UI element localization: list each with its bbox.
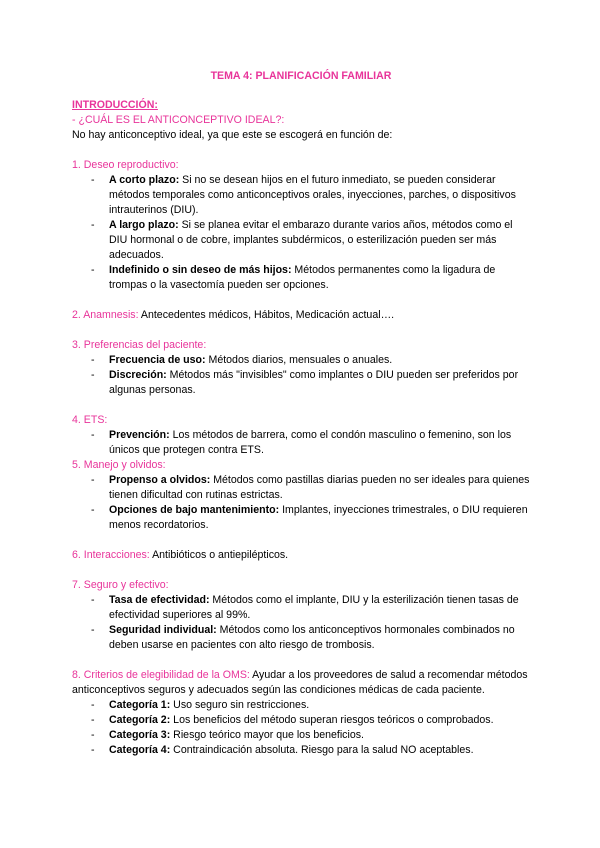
bullet-dash: - [91,219,95,231]
bullet-dash: - [91,474,95,486]
list-item [72,428,530,458]
item-text: Métodos como los anticonceptivos hormonales combinados no deben usarse en pacientes con alto riesgo de trombosis. [109,624,515,651]
section-preferencias [72,338,530,398]
bullet-dash: - [91,699,95,711]
list-item [72,593,530,623]
section-inline-text: Antibióticos o antiepilépticos. [149,549,289,561]
item-term: Prevención: [109,429,170,441]
item-term: Propenso a olvidos: [109,474,211,486]
section-interacciones [72,548,530,563]
bullet-dash: - [91,624,95,636]
item-term: Categoría 3: [109,729,171,741]
list-item [72,263,530,293]
list-item [72,473,530,503]
section-heading: 5. Manejo y olvidos: [72,459,166,471]
section-heading: 7. Seguro y efectivo: [72,579,169,591]
list-item [72,698,530,713]
section-inline-text: Ayudar a los proveedores de salud a recomendar métodos anticonceptivos seguros y adecuados según las condiciones médicas de cada paciente. [72,669,528,696]
list-item [72,743,530,758]
list-item [72,353,530,368]
list-item [72,218,530,263]
item-text: Contraindicación absoluta. Riesgo para la salud NO aceptables. [170,744,474,756]
bullet-dash: - [91,594,95,606]
list-item [72,728,530,743]
section-manejo-olvidos [72,458,530,533]
intro-question: - ¿CUÁL ES EL ANTICONCEPTIVO IDEAL?: [72,114,285,126]
bullet-dash: - [91,174,95,186]
item-term: Categoría 1: [109,699,171,711]
item-term: Tasa de efectividad: [109,594,210,606]
bullet-dash: - [91,369,95,381]
item-term: A corto plazo: [109,174,180,186]
item-text: Si no se desean hijos en el futuro inmediato, se pueden considerar métodos temporales como anticonceptivos orales, inyecciones, parches, o dispositivos intrauterinos (DIU). [109,174,516,216]
item-text: Si se planea evitar el embarazo durante varios años, métodos como el DIU hormonal o de cobre, implantes subdérmicos, o esterilización pueden ser más adecuados. [109,219,513,261]
bullet-dash: - [91,354,95,366]
section-ets [72,413,530,458]
item-term: Seguridad individual: [109,624,217,636]
item-text: Implantes, inyecciones trimestrales, o DIU requieren menos recordatorios. [109,504,528,531]
section-heading: 2. Anamnesis: [72,309,139,321]
section-heading: 1. Deseo reproductivo: [72,159,179,171]
item-term: Frecuencia de uso: [109,354,206,366]
item-text: Métodos diarios, mensuales o anuales. [205,354,393,366]
bullet-dash: - [91,729,95,741]
item-text: Métodos más "invisibles" como implantes o DIU pueden ser preferidos por algunas personas. [109,369,519,396]
item-text: Métodos permanentes como la ligadura de trompas o la vasectomía pueden ser opciones. [109,264,496,291]
bullet-dash: - [91,714,95,726]
list-item [72,173,530,218]
document-title: TEMA 4: PLANIFICACIÓN FAMILIAR [210,70,392,82]
bullet-dash: - [91,264,95,276]
section-heading: 8. Criterios de elegibilidad de la OMS: [72,669,250,681]
list-item [72,368,530,398]
item-term: Discreción: [109,369,167,381]
section-deseo-reproductivo [72,158,530,293]
list-item [72,623,530,653]
item-term: Opciones de bajo mantenimiento: [109,504,280,516]
item-term: A largo plazo: [109,219,179,231]
bullet-dash: - [91,744,95,756]
section-heading: 3. Preferencias del paciente: [72,339,207,351]
section-anamnesis [72,308,530,323]
intro-text: No hay anticonceptivo ideal, ya que este se escogerá en función de: [72,129,393,141]
section-criterios-oms [72,668,530,758]
item-term: Indefinido o sin deseo de más hijos: [109,264,292,276]
item-term: Categoría 4: [109,744,171,756]
section-heading: 4. ETS: [72,414,108,426]
item-text: Métodos como el implante, DIU y la esterilización tienen tasas de efectividad superiores al 99%. [109,594,519,621]
item-text: Los beneficios del método superan riesgos teóricos o comprobados. [170,714,494,726]
item-text: Riesgo teórico mayor que los beneficios. [170,729,364,741]
intro-heading: INTRODUCCIÓN: [72,99,158,111]
item-text: Los métodos de barrera, como el condón masculino o femenino, son los únicos que protegen contra ETS. [109,429,512,456]
item-text: Métodos como pastillas diarias pueden no ser ideales para quienes tienen dificultad con rutinas estrictas. [109,474,530,501]
bullet-dash: - [91,429,95,441]
list-item [72,713,530,728]
bullet-dash: - [91,504,95,516]
section-inline-text: Antecedentes médicos, Hábitos, Medicación actual…. [138,309,395,321]
section-heading: 6. Interacciones: [72,549,150,561]
section-seguro-efectivo [72,578,530,653]
item-term: Categoría 2: [109,714,171,726]
item-text: Uso seguro sin restricciones. [170,699,310,711]
list-item [72,503,530,533]
